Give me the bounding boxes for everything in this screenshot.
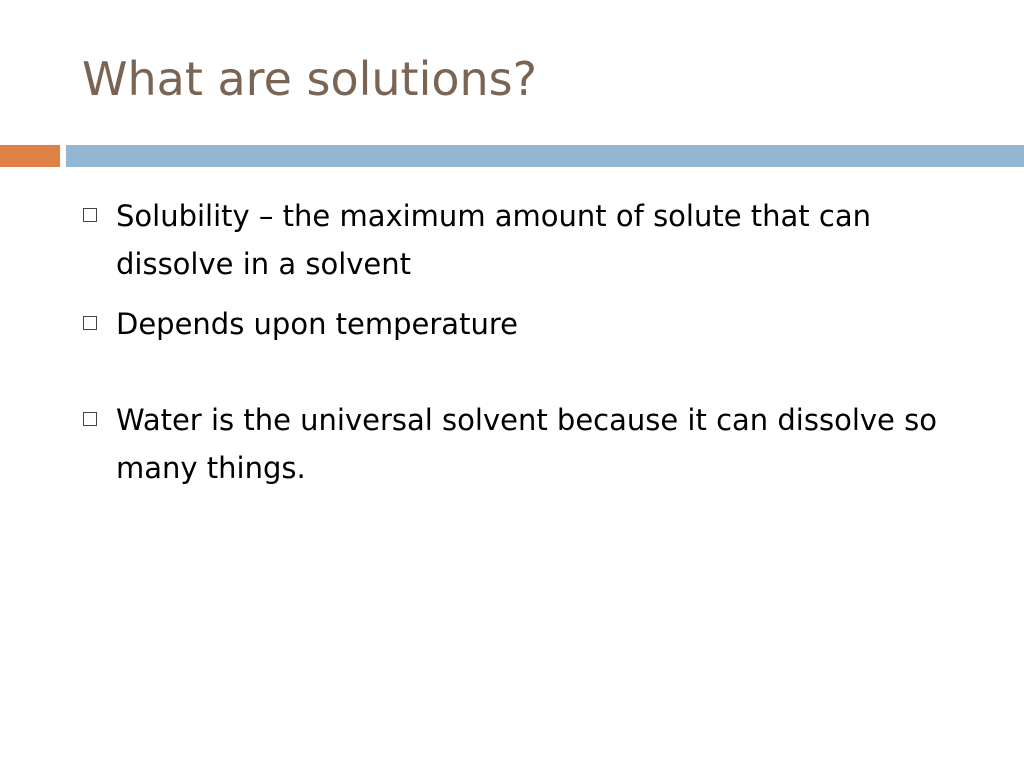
bullet-item	[82, 300, 962, 348]
bullet-text: Depends upon temperature	[116, 307, 518, 341]
hollow-square-icon	[83, 412, 97, 426]
hollow-square-icon	[83, 316, 97, 330]
accent-bar-blue	[66, 145, 1024, 167]
accent-bar-orange	[0, 145, 60, 167]
bullet-list	[82, 192, 962, 504]
bullet-text: Water is the universal solvent because it can dissolve so many things.	[116, 403, 937, 485]
bullet-item	[82, 396, 962, 492]
hollow-square-icon	[83, 208, 97, 222]
bullet-text: Solubility – the maximum amount of solute that can dissolve in a solvent	[116, 199, 871, 281]
bullet-item	[82, 192, 962, 288]
slide-title: What are solutions?	[82, 52, 538, 106]
